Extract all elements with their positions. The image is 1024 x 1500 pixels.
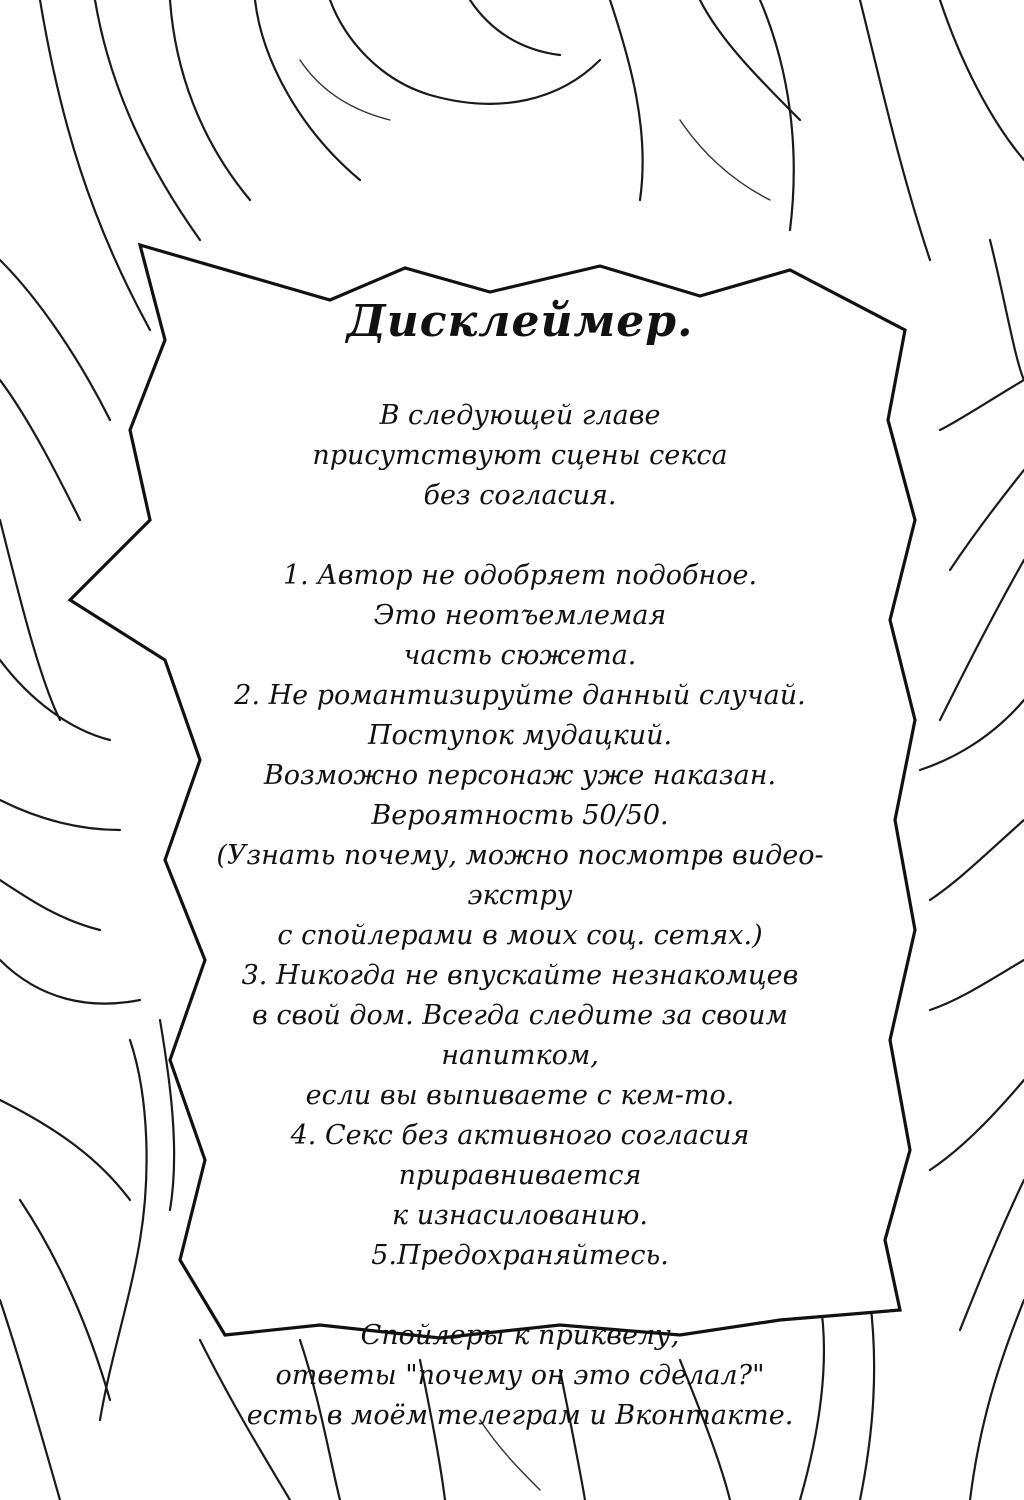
intro-line: присутствуют сцены секса — [312, 440, 728, 471]
disclaimer-rules — [170, 556, 870, 1276]
rule-line: Возможно персонаж уже наказан. — [263, 760, 777, 791]
rule-line: к изнасилованию. — [392, 1200, 648, 1231]
disclaimer-outro — [170, 1316, 870, 1436]
rule-line: с спойлерами в моих соц. сетях.) — [277, 920, 763, 951]
rule-line: в свой дом. Всегда следите за своим напитком, — [252, 1000, 788, 1071]
rule-line: 2. Не романтизируйте данный случай. — [234, 680, 806, 711]
disclaimer-intro — [170, 396, 870, 516]
rule-line: часть сюжета. — [403, 640, 637, 671]
rule-line: 3. Никогда не впускайте незнакомцев — [241, 960, 799, 991]
rule-line: 1. Автор не одобряет подобное. — [282, 560, 758, 591]
rule-line: если вы выпиваете с кем-то. — [305, 1080, 735, 1111]
rule-line: Вероятность 50/50. — [371, 800, 669, 831]
intro-line: В следующей главе — [379, 400, 661, 431]
rule-line: 5.Предохраняйтесь. — [371, 1240, 669, 1271]
disclaimer-text — [170, 280, 870, 1436]
outro-line: Спойлеры к приквелу, — [360, 1320, 680, 1351]
outro-line: ответы "почему он это сделал?" — [275, 1360, 765, 1391]
intro-line: без согласия. — [423, 480, 617, 511]
outro-line: есть в моём телеграм и Вконтакте. — [246, 1400, 794, 1431]
rule-line: Поступок мудацкий. — [367, 720, 673, 751]
disclaimer-title: Дисклеймер. — [346, 296, 694, 347]
rule-line: Это неотъемлемая — [373, 600, 667, 631]
rule-line: 4. Секс без активного согласия приравнивается — [290, 1120, 750, 1191]
rule-line: (Узнать почему, можно посмотрв видео-экстру — [216, 840, 824, 911]
